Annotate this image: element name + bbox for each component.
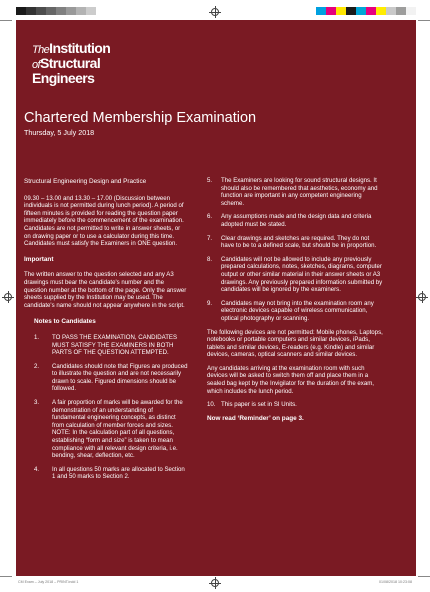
- important-text: The written answer to the question selected and any A3 drawings must bear the candidate's number and the question number at the bottom of the page. Only the answer sheets supplied by the Institution may be used. The candidate's name should not appear anywhere in the script.: [24, 271, 187, 309]
- notes-heading: Notes to Candidates: [34, 318, 96, 326]
- color-swatch: [316, 7, 326, 15]
- color-swatch: [326, 7, 336, 15]
- color-swatch: [26, 7, 36, 15]
- note-number: 1.: [34, 333, 40, 341]
- crop-mark: [0, 576, 12, 577]
- note-text: This paper is set in SI Units.: [221, 401, 297, 409]
- list-item: [207, 401, 384, 409]
- list-item: [207, 300, 384, 323]
- reminder-text: Now read ‘Reminder’ on page 3.: [207, 414, 304, 422]
- color-swatch: [66, 7, 76, 15]
- color-swatch: [56, 7, 66, 15]
- logo-institution: Institution: [49, 40, 111, 56]
- color-swatch: [406, 7, 416, 15]
- list-item: [34, 334, 188, 357]
- color-swatch: [336, 7, 346, 15]
- note-text: In all questions 50 marks are allocated to Section 1 and 50 marks to Section 2.: [52, 465, 185, 481]
- devices-not-permitted-text: The following devices are not permitted: Mobile phones, Laptops, notebooks or portable computers and similar devices, iPads, tablets and similar devices, E-readers (e.g. Kindle) and similar devices, cameras, optical scanners and similar devices.: [207, 328, 383, 359]
- logo-engineers: Engineers: [32, 70, 95, 86]
- notes-list-left: [34, 334, 188, 481]
- color-swatch: [76, 7, 86, 15]
- important-heading: Important: [24, 255, 54, 263]
- note-text: Candidates should note that Figures are produced to illustrate the question and are not necessarily drawn to scale. Figured dimensions should be followed.: [52, 362, 188, 393]
- note-number: 10.: [207, 401, 216, 409]
- list-item: [207, 177, 384, 207]
- left-column: [24, 178, 188, 487]
- logo-of: of: [32, 59, 40, 71]
- logo-structural: Structural: [39, 55, 101, 71]
- intro-text: 09.30 – 13.00 and 13.30 – 17.00 (Discussion between individuals is not permitted during lunch period). A period of fifteen minutes is provided for reading the question paper immediately before the commencement of the examination. Candidates are not permitted to write in answer sheets, or on drawing paper or to use a calculator during this time. Candidates must satisfy the Examiners in ONE question.: [24, 194, 184, 248]
- paper-heading: Structural Engineering Design and Practice: [24, 178, 147, 185]
- registration-mark-left-icon: [4, 293, 12, 301]
- devices-procedure-text: Any candidates arriving at the examination room with such devices will be asked to switch them off and place them in a sealed bag kept by the Invigilator for the duration of the exam, which includes the lunch period.: [207, 364, 375, 395]
- exam-cover-page: [16, 20, 416, 576]
- exam-date: Thursday, 5 July 2018: [24, 128, 95, 137]
- color-swatches: [316, 7, 416, 15]
- color-swatch: [396, 7, 406, 15]
- color-swatch: [36, 7, 46, 15]
- istructe-logo: [32, 42, 110, 85]
- color-swatch: [346, 7, 356, 15]
- note-number: 2.: [34, 362, 40, 370]
- crop-mark: [0, 20, 12, 21]
- crop-mark: [418, 20, 430, 21]
- footer-timestamp: 01/08/2018 10:23:08: [379, 580, 412, 584]
- note-text: Any assumptions made and the design data and criteria adopted must be stated.: [221, 213, 372, 228]
- note-number: 8.: [207, 255, 213, 263]
- note-number: 3.: [34, 399, 40, 407]
- note-number: 4.: [34, 465, 40, 473]
- color-swatch: [356, 7, 366, 15]
- list-item: [207, 235, 384, 250]
- note-number: 6.: [207, 213, 213, 221]
- note-text: Clear drawings and sketches are required. They do not have to be to a defined scale, but should be in proportion.: [221, 234, 377, 250]
- note-text: The Examiners are looking for sound structural designs. It should also be remembered that aesthetics, economy and function are important in any competent engineering scheme.: [221, 177, 378, 207]
- color-swatch: [376, 7, 386, 15]
- note-number: 9.: [207, 299, 213, 307]
- list-item: [34, 363, 188, 393]
- right-column: [207, 177, 384, 428]
- page-title: Chartered Membership Examination: [24, 110, 257, 126]
- note-text: TO PASS THE EXAMINATION, CANDIDATES MUST SATISFY THE EXAMINERS IN BOTH PARTS OF THE QUESTION ATTEMPTED.: [52, 333, 178, 357]
- color-swatch: [46, 7, 56, 15]
- logo-the: The: [32, 44, 50, 56]
- registration-mark-bottom-icon: [211, 579, 219, 587]
- color-swatch: [86, 7, 96, 15]
- list-item: [34, 399, 188, 460]
- note-number: 5.: [207, 177, 213, 184]
- note-text: A fair proportion of marks will be awarded for the demonstration of an understanding of fundamental engineering concepts, as distinct from calculation of member forces and sizes. NOTE: In the calculation part of all questions, establishing “form and size” is taken to mean compliance with all relevant design criteria, i.e. bending, shear, deflection, etc.: [52, 399, 183, 460]
- color-swatch: [366, 7, 376, 15]
- color-swatch: [386, 7, 396, 15]
- color-swatch: [16, 7, 26, 15]
- grayscale-swatches: [16, 7, 96, 15]
- crop-mark: [418, 576, 430, 577]
- note-text: Candidates will not be allowed to include any previously prepared calculations, notes, sketches, diagrams, computer output or other similar material in their answer sheets or A3 drawings. Any previously prepared information submitted by candidates will be ignored by the examiners.: [221, 255, 383, 294]
- list-item: [207, 213, 384, 228]
- list-item: [207, 256, 384, 294]
- registration-mark-right-icon: [418, 293, 426, 301]
- list-item: [34, 466, 188, 481]
- note-number: 7.: [207, 234, 213, 242]
- footer-file-info: CM Exam – July 2018 – PRINT.indd 1: [18, 580, 79, 584]
- registration-mark-top-icon: [211, 8, 219, 16]
- note-text: Candidates may not bring into the examination room any electronic devices capable of wireless communication, optical photography or scanning.: [221, 299, 374, 322]
